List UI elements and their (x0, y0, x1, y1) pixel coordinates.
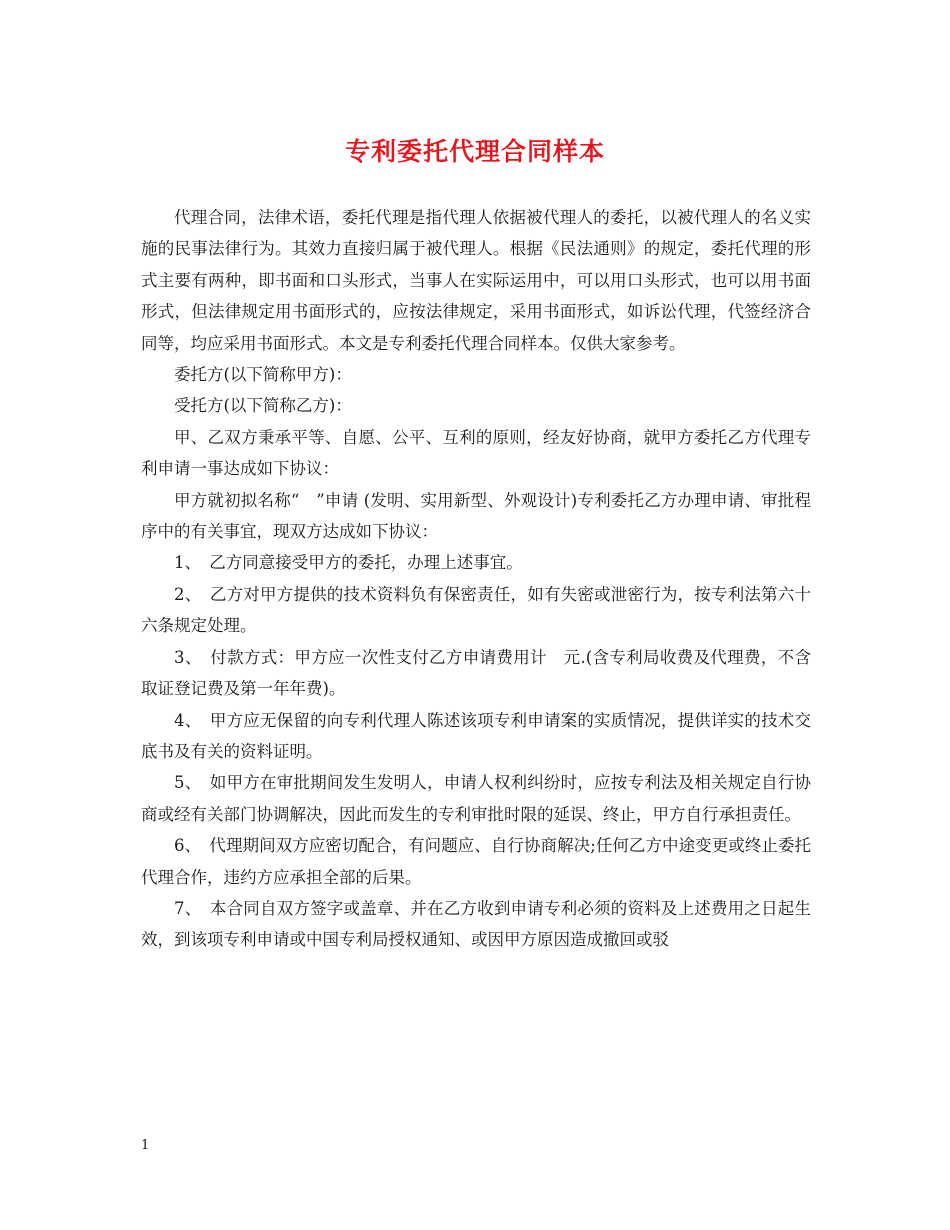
clause-4: 4、 甲方应无保留的向专利代理人陈述该项专利申请案的实质情况，提供详实的技术交底书及有关的资料证明。 (141, 710, 811, 761)
clause-7: 7、 本合同自双方签字或盖章、并在乙方收到申请专利必须的资料及上述费用之日起生效，到该项专利申请或中国专利局授权通知、或因甲方原因造成撤回或驳 (141, 898, 811, 950)
preamble-paragraph: 甲、乙双方秉承平等、自愿、公平、互利的原则，经友好协商，就甲方委托乙方代理专利申请一事达成如下协议： (141, 427, 811, 479)
clause-1: 1、 乙方同意接受甲方的委托，办理上述事宜。 (174, 553, 523, 573)
document-body (141, 202, 811, 956)
client-party-line: 委托方(以下简称甲方)： (174, 365, 352, 385)
agent-party-line: 受托方(以下简称乙方)： (174, 396, 352, 416)
clause-2: 2、 乙方对甲方提供的技术资料负有保密责任，如有失密或泄密行为，按专利法第六十六条规定处理。 (141, 584, 811, 636)
document-title: 专利委托代理合同样本 (344, 137, 605, 166)
clause-6: 6、 代理期间双方应密切配合，有问题应、自行协商解决;任何乙方中途变更或终止委托代理合作，违约方应承担全部的后果。 (141, 836, 811, 887)
clause-3: 3、 付款方式：甲方应一次性支付乙方申请费用计 元.(含专利局收费及代理费，不含取证登记费及第一年年费)。 (141, 647, 811, 699)
intro-paragraph: 代理合同，法律术语，委托代理是指代理人依据被代理人的委托，以被代理人的名义实施的民事法律行为。其效力直接归属于被代理人。根据《民法通则》的规定，委托代理的形式主要有两种，即书面和口头形式，当事人在实际运用中，可以用口头形式，也可以用书面形式，但法律规定用书面形式的，应按法律规定，采用书面形式，如诉讼代理，代签经济合同等，均应采用书面形式。本文是专利委托代理合同样本。仅供大家参考。 (141, 208, 811, 353)
application-paragraph: 甲方就初拟名称“ ”申请 (发明、实用新型、外观设计)专利委托乙方办理申请、审批程序中的有关事宜，现双方达成如下协议： (141, 490, 811, 542)
clause-5: 5、 如甲方在审批期间发生发明人，申请人权利纠纷时，应按专利法及相关规定自行协商或经有关部门协调解决，因此而发生的专利审批时限的延误、终止，甲方自行承担责任。 (141, 773, 811, 824)
page-number: 1 (141, 1138, 150, 1153)
